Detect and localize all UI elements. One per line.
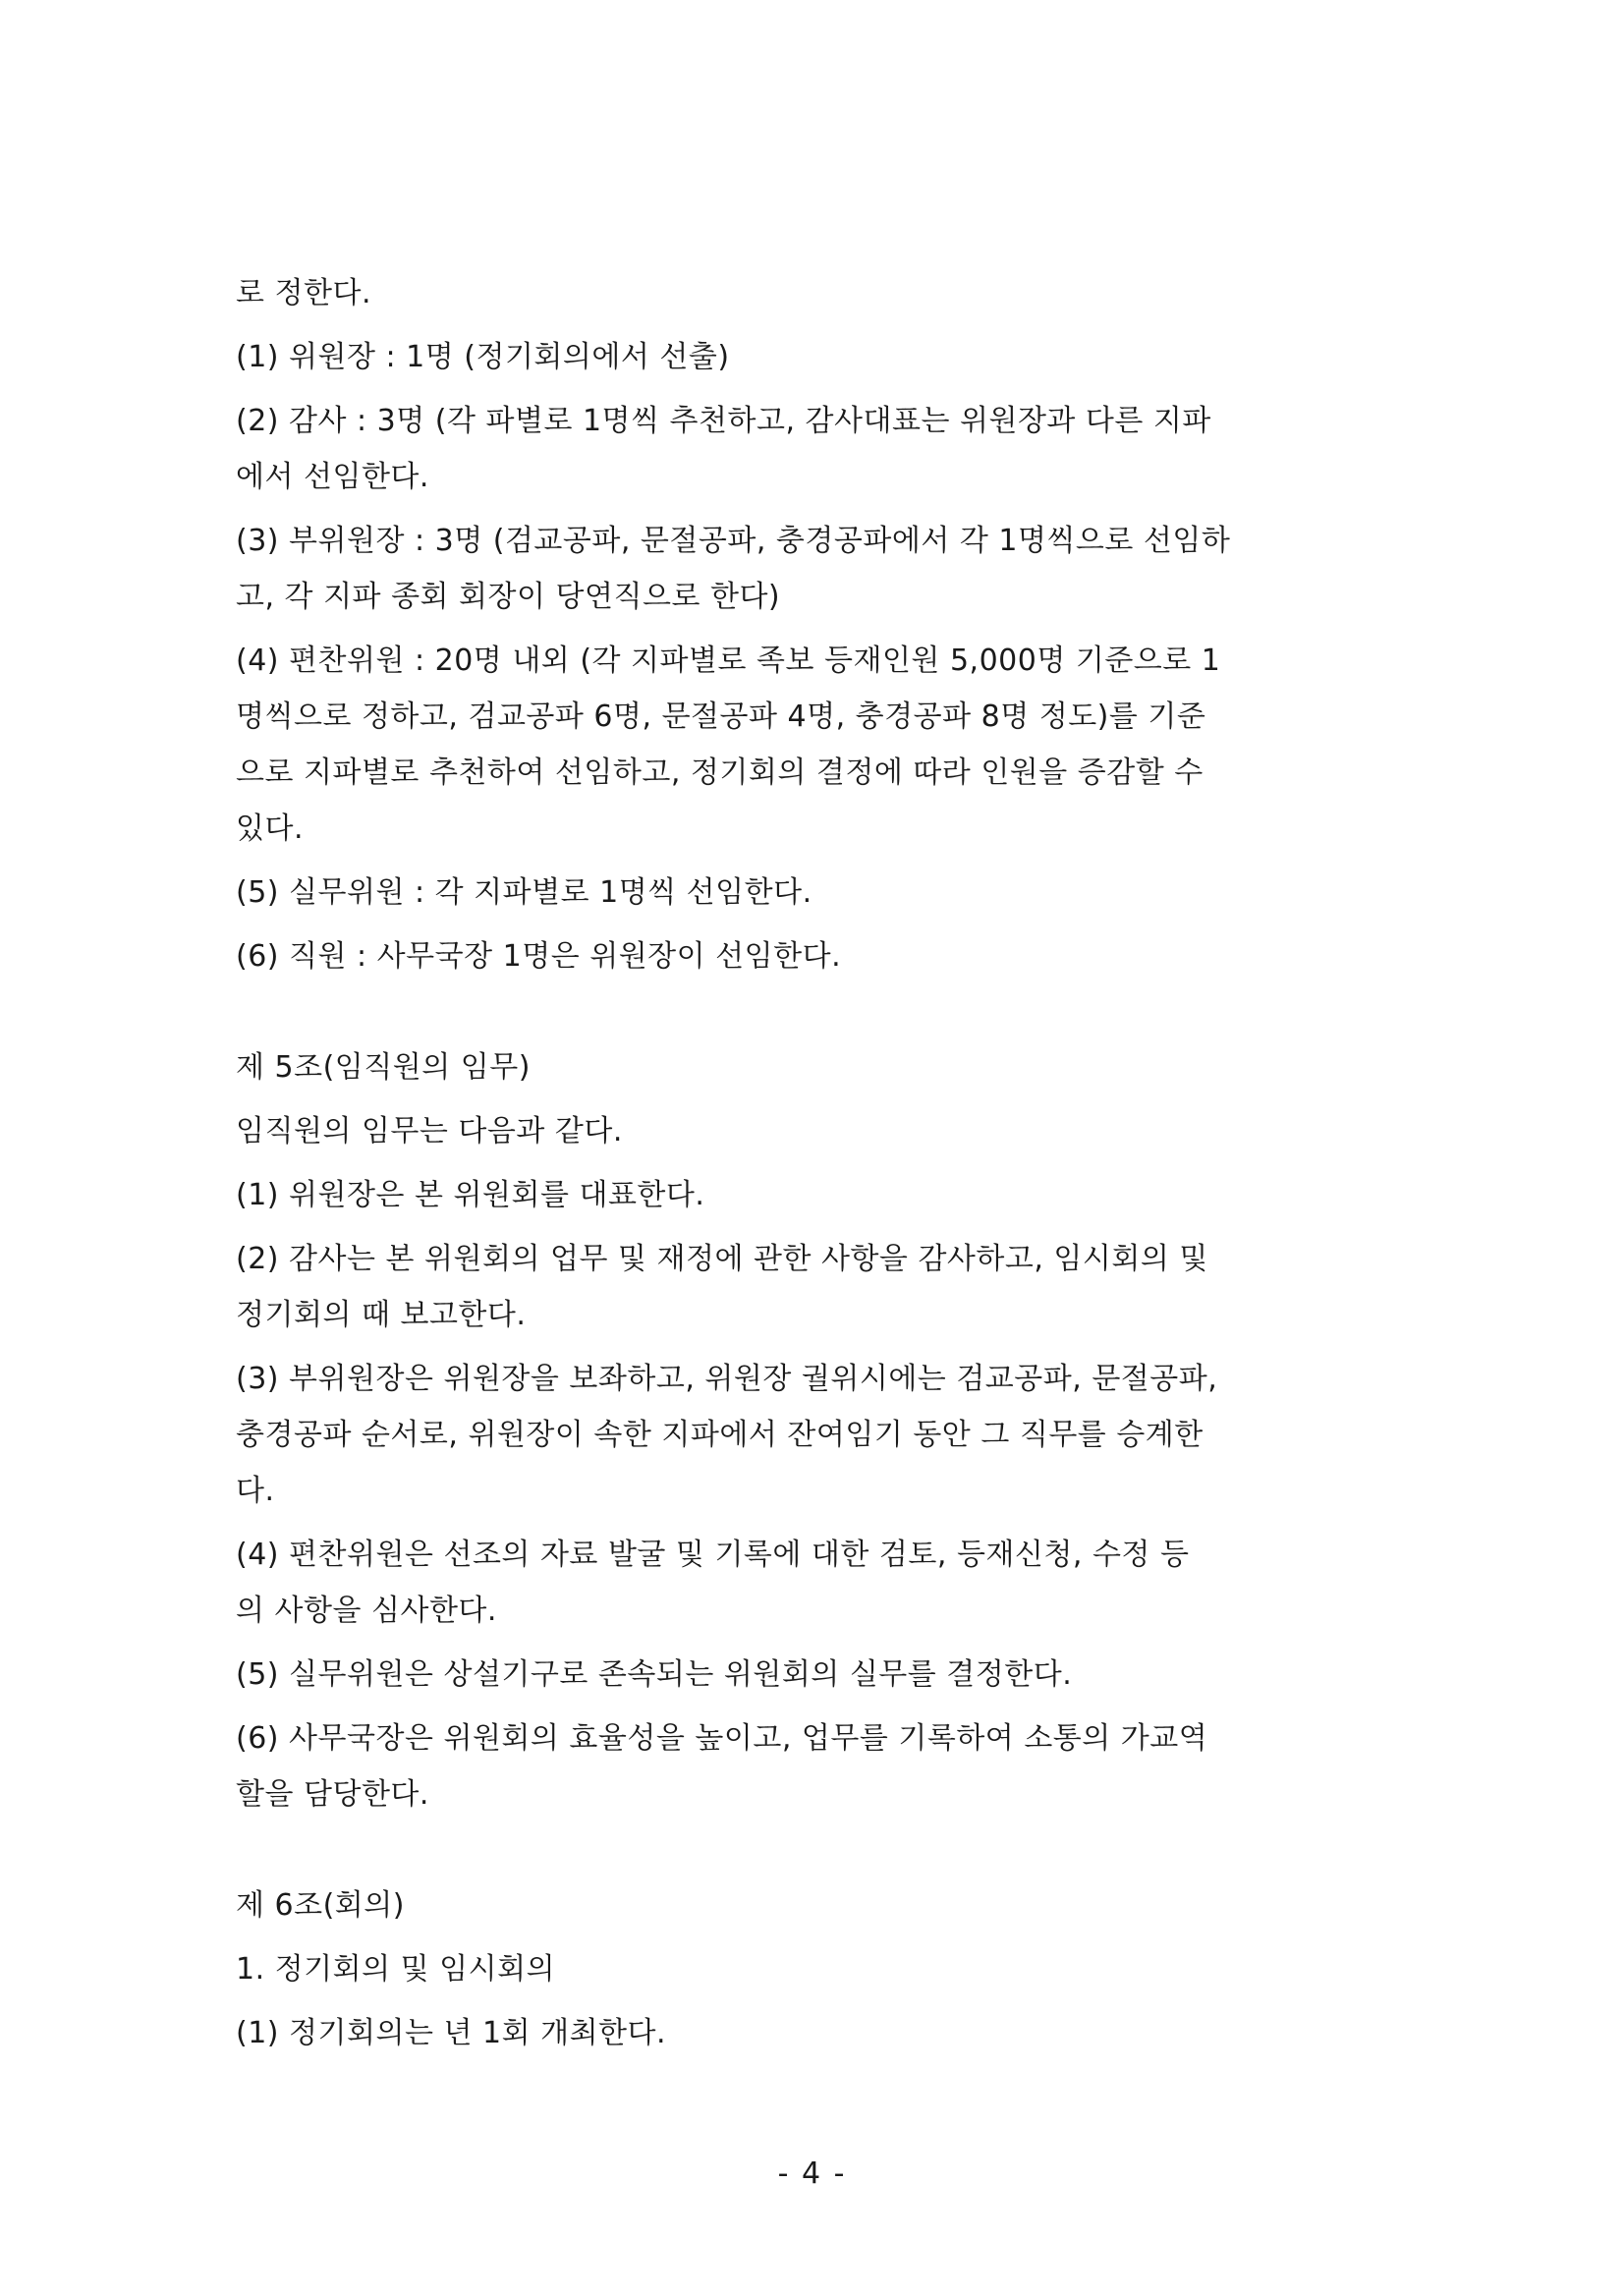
intro-line: 로 정한다. [236, 276, 371, 310]
officer-item-2-line-1: (2) 감사 : 3명 (각 파별로 1명씩 추천하고, 감사대표는 위원장과 다른 지파 [236, 404, 1211, 438]
article-5-item-4-line-2: 의 사항을 심사한다. [236, 1594, 497, 1628]
officer-item-4 [236, 633, 1401, 857]
article-5-item-3-line-3: 다. [236, 1474, 275, 1508]
article-5-intro: 임직원의 임무는 다음과 같다. [236, 1114, 623, 1148]
article-5-item-2-line-1: (2) 감사는 본 위원회의 업무 및 재정에 관한 사항을 감사하고, 임시회의 및 [236, 1242, 1208, 1276]
article-5-item-6-line-2: 할을 담당한다. [236, 1777, 429, 1812]
article-5-item-3-line-2: 충경공파 순서로, 위원장이 속한 지파에서 잔여임기 동안 그 직무를 승계한 [236, 1418, 1204, 1452]
page-number: - 4 - [777, 2156, 847, 2191]
document-body [236, 265, 1401, 2061]
article-5-heading: 제 5조(임직원의 임무) [236, 1050, 531, 1085]
officer-item-3-line-1: (3) 부위원장 : 3명 (검교공파, 문절공파, 충경공파에서 각 1명씩으로 선임하 [236, 524, 1231, 558]
article-5-item-6 [236, 1710, 1401, 1822]
officer-item-4-line-4: 있다. [236, 812, 304, 846]
article-5-item-2 [236, 1231, 1401, 1343]
article-6-item-1-line-1: (1) 정기회의는 년 1회 개최한다. [236, 2016, 667, 2050]
article-5-item-4-line-1: (4) 편찬위원은 선조의 자료 발굴 및 기록에 대한 검토, 등재신청, 수정 등 [236, 1538, 1190, 1572]
officer-item-3-line-2: 고, 각 지파 종회 회장이 당연직으로 한다) [236, 580, 781, 614]
article-5-item-2-line-2: 정기회의 때 보고한다. [236, 1298, 527, 1332]
officer-item-4-line-3: 으로 지파별로 추천하여 선임하고, 정기회의 결정에 따라 인원을 증감할 수 [236, 756, 1204, 790]
article-6-subheading: 1. 정기회의 및 임시회의 [236, 1952, 556, 1987]
officer-item-5 [236, 865, 1401, 921]
officer-item-5-line-1: (5) 실무위원 : 각 지파별로 1명씩 선임한다. [236, 875, 812, 910]
article-6-heading: 제 6조(회의) [236, 1888, 405, 1923]
officer-item-2 [236, 393, 1401, 505]
article-5-item-4 [236, 1527, 1401, 1639]
article-5-item-6-line-1: (6) 사무국장은 위원회의 효율성을 높이고, 업무를 기록하여 소통의 가교역 [236, 1721, 1208, 1756]
officer-item-6 [236, 928, 1401, 984]
article-5-item-3-line-1: (3) 부위원장은 위원장을 보좌하고, 위원장 궐위시에는 검교공파, 문절공파, [236, 1362, 1218, 1396]
officer-item-6-line-1: (6) 직원 : 사무국장 1명은 위원장이 선임한다. [236, 939, 842, 974]
officer-item-4-line-1: (4) 편찬위원 : 20명 내외 (각 지파별로 족보 등재인원 5,000명 기준으로 1 [236, 644, 1221, 678]
article-5-item-3 [236, 1351, 1401, 1519]
officer-item-1-line-1: (1) 위원장 : 1명 (정기회의에서 선출) [236, 340, 730, 374]
officer-item-1 [236, 329, 1401, 385]
officer-item-2-line-2: 에서 선임한다. [236, 460, 429, 494]
article-5-item-5-line-1: (5) 실무위원은 상설기구로 존속되는 위원회의 실무를 결정한다. [236, 1657, 1073, 1692]
article-5-item-1-line-1: (1) 위원장은 본 위원회를 대표한다. [236, 1178, 705, 1212]
officer-item-3 [236, 513, 1401, 625]
officer-item-4-line-2: 명씩으로 정하고, 검교공파 6명, 문절공파 4명, 충경공파 8명 정도)를 기준 [236, 700, 1206, 734]
article-5-item-1 [236, 1167, 1401, 1223]
article-5-item-5 [236, 1647, 1401, 1703]
article-6-item-1 [236, 2005, 1401, 2061]
